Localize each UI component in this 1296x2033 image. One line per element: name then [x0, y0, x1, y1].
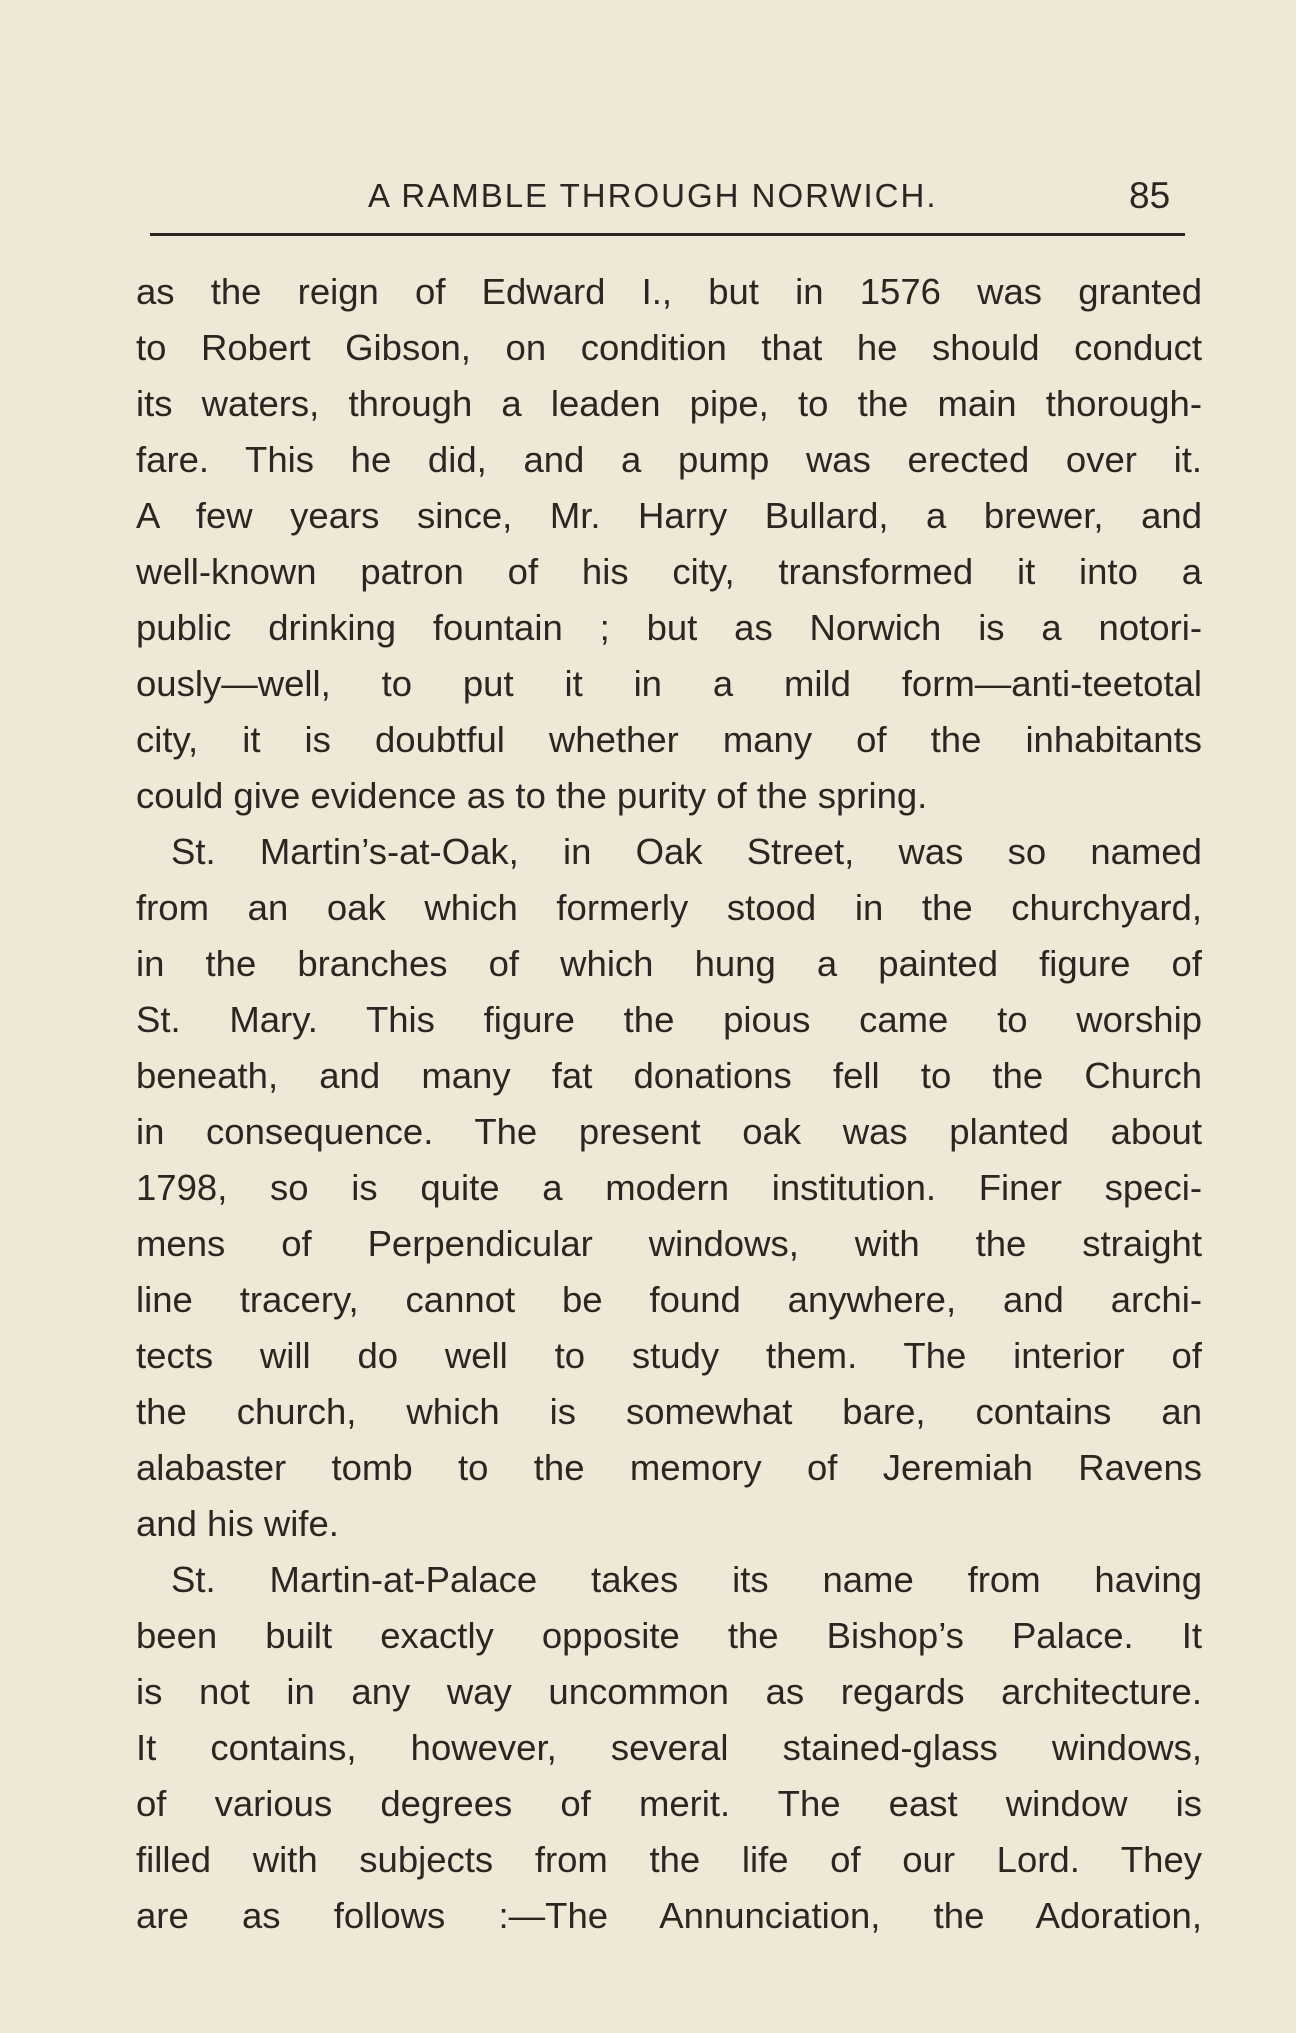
text-line: mens of Perpendicular windows, with the straight [136, 1223, 1202, 1264]
text-line: could give evidence as to the purity of the spring. [136, 775, 928, 816]
paragraph-start-line: St. Martin-at-Palace takes its name from having [171, 1559, 1202, 1600]
text-line: A few years since, Mr. Harry Bullard, a brewer, and [136, 495, 1202, 536]
text-line: alabaster tomb to the memory of Jeremiah Ravens [136, 1447, 1202, 1488]
text-line: tects will do well to study them. The interior of [136, 1335, 1202, 1376]
text-line: filled with subjects from the life of our Lord. They [136, 1839, 1202, 1880]
body-text [136, 264, 1202, 1944]
running-title: A RAMBLE THROUGH NORWICH. [368, 177, 938, 214]
page-number: 85 [1129, 175, 1171, 216]
text-line: ously—well, to put it in a mild form—anti-teetotal [136, 663, 1202, 704]
text-line: public drinking fountain ; but as Norwich is a notori- [136, 607, 1202, 648]
text-line: city, it is doubtful whether many of the inhabitants [136, 719, 1202, 760]
text-line: been built exactly opposite the Bishop’s Palace. It [136, 1615, 1202, 1656]
text-line: is not in any way uncommon as regards architecture. [136, 1671, 1202, 1712]
text-line: the church, which is somewhat bare, contains an [136, 1391, 1202, 1432]
header-rule [150, 233, 1185, 236]
text-line: in consequence. The present oak was planted about [136, 1111, 1202, 1152]
text-line: to Robert Gibson, on condition that he should conduct [136, 327, 1202, 368]
text-line: its waters, through a leaden pipe, to the main thorough- [136, 383, 1202, 424]
text-line: fare. This he did, and a pump was erected over it. [136, 439, 1202, 480]
text-line: as the reign of Edward I., but in 1576 was granted [136, 271, 1202, 312]
text-line: line tracery, cannot be found anywhere, and archi- [136, 1279, 1202, 1320]
text-line: well-known patron of his city, transformed it into a [136, 551, 1202, 592]
text-line: It contains, however, several stained-glass windows, [136, 1727, 1202, 1768]
text-line: from an oak which formerly stood in the churchyard, [136, 887, 1202, 928]
text-line: and his wife. [136, 1503, 339, 1544]
text-line: in the branches of which hung a painted figure of [136, 943, 1202, 984]
text-line: St. Mary. This figure the pious came to worship [136, 999, 1202, 1040]
text-line: 1798, so is quite a modern institution. Finer speci- [136, 1167, 1202, 1208]
paragraph-start-line: St. Martin’s-at-Oak, in Oak Street, was so named [171, 831, 1202, 872]
text-line: beneath, and many fat donations fell to the Church [136, 1055, 1202, 1096]
text-line: are as follows :—The Annunciation, the Adoration, [136, 1895, 1202, 1936]
text-line: of various degrees of merit. The east window is [136, 1783, 1202, 1824]
